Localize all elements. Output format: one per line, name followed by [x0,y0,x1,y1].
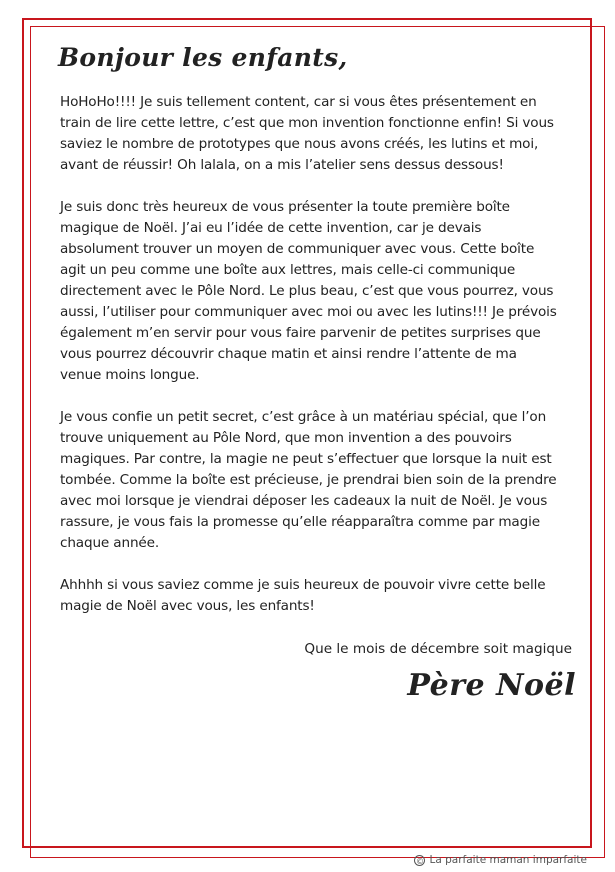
letter-closing: Que le mois de décembre soit magique [304,641,572,657]
letter-signature: Père Noël [407,668,576,703]
letter-paragraph: Je vous confie un petit secret, c’est grâce à un matériau spécial, que l’on trouve uniquement au Pôle Nord, que mon invention a des pouvoirs magiques. Par contre, la magie ne peut s’effectuer que lorsque la nuit est tombée. Comme la boîte est précieuse, je prendrai bien soin de la prendre avec moi lorsque je viendrai déposer les cadeaux la nuit de Noël. Je vous rassure, je vous fais la promesse qu’elle réapparaîtra comme par magie chaque année. [60,409,557,551]
letter-body [58,40,576,703]
letter-greeting: Bonjour les enfants, [58,43,348,72]
letter-paragraph: HoHoHo!!!! Je suis tellement content, car si vous êtes présentement en train de lire cette lettre, c’est que mon invention fonctionne enfin! Si vous saviez le nombre de prototypes que nous avons créés, les lutins et moi, avant de réussir! Oh lalala, on a mis l’atelier sens dessus dessous! [60,94,554,173]
letter-paragraph: Je suis donc très heureux de vous présenter la toute première boîte magique de Noël. J’ai eu l’idée de cette invention, car je devais absolument trouver un moyen de communiquer avec vous. Cette boîte agit un peu comme une boîte aux lettres, mais celle-ci communique directement avec le Pôle Nord. Le plus beau, c’est que vous pourrez, vous aussi, l’utiliser pour communiquer avec moi ou avec les lutins!!! Je prévois également m’en servir pour vous faire parvenir de petites surprises que vous pourrez découvrir chaque matin et ainsi rendre l’attente de ma venue moins longue. [60,199,557,383]
footer-credit [414,854,587,866]
letter-paragraph: Ahhhh si vous saviez comme je suis heureux de pouvoir vivre cette belle magie de Noël avec vous, les enfants! [60,577,546,614]
footer-text: La parfaite maman imparfaite [429,854,587,866]
copyright-icon: © [415,856,424,866]
